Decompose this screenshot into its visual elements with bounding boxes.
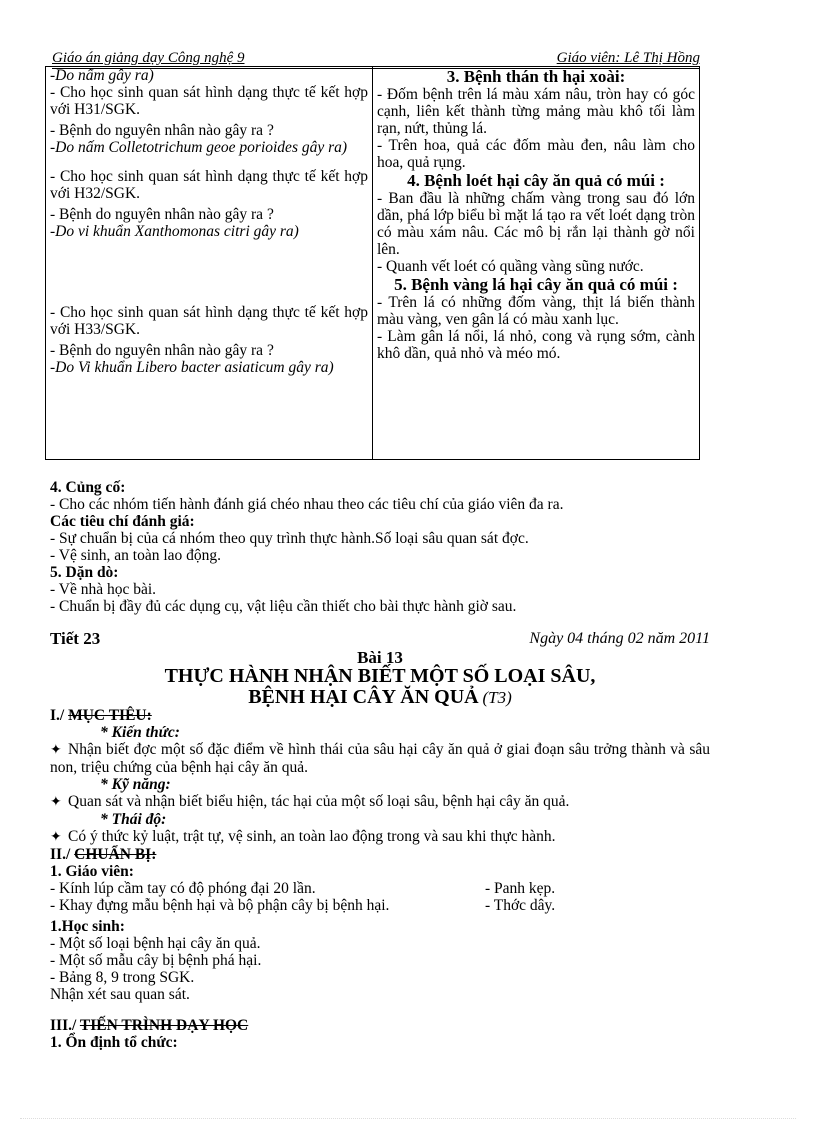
- text-cause-0: -Do nấm gây ra): [50, 67, 154, 84]
- lesson-part: (T3): [482, 688, 512, 707]
- text-skills: Quan sát và nhận biết biểu hiện, tác hại của một số loại sâu, bệnh hại cây ăn quả.: [68, 793, 570, 810]
- heading-student: 1.Học sinh:: [50, 918, 125, 935]
- section-consolidation: [50, 479, 710, 615]
- heading-preparation: CHUẨN BỊ:: [74, 846, 157, 863]
- diamond-bullet-icon: ✦: [50, 830, 62, 845]
- heading-homework: 5. Dặn dò:: [50, 564, 119, 581]
- text-homework-2: - Chuẩn bị đầy đủ các dụng cụ, vật liệu cần thiết cho bài thực hành giờ sau.: [50, 598, 517, 615]
- text-teacher-2r: - Thớc dây.: [485, 897, 556, 914]
- heading-disease-4: 4. Bệnh loét hại cây ăn quả có múi :: [407, 171, 665, 190]
- preparation-number: II./: [50, 846, 75, 863]
- text-answer-3: -Do Vi khuẩn Libero bacter asiaticum gây ra): [50, 359, 334, 376]
- section-objectives: [50, 707, 710, 846]
- text-observe-h32: - Cho học sinh quan sát hình dạng thực tế kết hợp với H32/SGK.: [50, 168, 368, 202]
- objectives-number: I./: [50, 707, 69, 724]
- text-question-3: - Bệnh do nguyên nhân nào gây ra ?: [50, 342, 274, 359]
- text-attitude: Có ý thức kỷ luật, trật tự, vệ sinh, an toàn lao động trong và sau khi thực hành.: [68, 828, 556, 845]
- text-student-4: Nhận xét sau quan sát.: [50, 986, 190, 1003]
- text-disease-5-a: - Trên lá có những đốm vàng, thịt lá biến thành màu vàng, ven gân lá có màu xanh lục.: [377, 294, 695, 328]
- text-disease-3-a: - Đốm bệnh trên lá màu xám nâu, tròn hay có góc cạnh, liên kết thành từng mảng màu khô tối làm rạn, nứt, thủng lá.: [377, 86, 695, 137]
- header-right: Giáo viên: Lê Thị Hồng: [556, 50, 700, 66]
- lesson-period: Tiết 23: [50, 629, 101, 648]
- heading-skills: * Kỹ năng:: [100, 776, 171, 793]
- content-cell: [373, 67, 700, 460]
- text-student-1: - Một số loại bệnh hại cây ăn quả.: [50, 935, 261, 952]
- diamond-bullet-icon: ✦: [50, 795, 62, 810]
- heading-attitude: * Thái độ:: [100, 811, 167, 828]
- section-procedure: [50, 1017, 710, 1051]
- text-disease-3-b: - Trên hoa, quả các đốm màu đen, nâu làm cho hoa, quả rụng.: [377, 137, 695, 171]
- page-bottom-divider: [20, 1118, 796, 1119]
- heading-consolidation: 4. Củng cố:: [50, 479, 126, 496]
- text-question-1: - Bệnh do nguyên nhân nào gây ra ?: [50, 122, 274, 139]
- text-student-3: - Bảng 8, 9 trong SGK.: [50, 969, 195, 986]
- text-consolidation-1: - Cho các nhóm tiến hành đánh giá chéo nhau theo các tiêu chí của giáo viên đa ra.: [50, 496, 564, 513]
- section-preparation: [50, 846, 710, 1003]
- text-observe-h31: - Cho học sinh quan sát hình dạng thực tế kết hợp với H31/SGK.: [50, 84, 368, 118]
- text-teacher-1: - Kính lúp cầm tay có độ phóng đại 20 lần.: [50, 880, 316, 897]
- heading-organization: 1. Ổn định tổ chức:: [50, 1034, 178, 1051]
- text-teacher-2: - Khay đựng mẫu bệnh hại và bộ phận cây bị bệnh hại.: [50, 897, 390, 914]
- heading-disease-3: 3. Bệnh thán th hại xoài:: [446, 67, 626, 86]
- text-disease-5-b: - Làm gân lá nổi, lá nhỏ, cong và rụng sớm, cành khô dần, quả nhỏ và méo mó.: [377, 328, 695, 362]
- procedure-number: III./: [50, 1017, 80, 1034]
- text-answer-1: -Do nấm Colletotrichum geoe porioides gây ra): [50, 139, 348, 156]
- lesson-title-line1: THỰC HÀNH NHẬN BIẾT MỘT SỐ LOẠI SÂU,: [164, 665, 596, 687]
- diamond-bullet-icon: ✦: [50, 743, 62, 758]
- lesson-heading: [50, 630, 710, 708]
- header-left: Giáo án giảng dạy Công nghệ 9: [52, 50, 245, 66]
- heading-knowledge: * Kiến thức:: [100, 724, 180, 741]
- lesson-date: Ngày 04 tháng 02 năm 2011: [529, 630, 710, 647]
- text-student-2: - Một số mẫu cây bị bệnh phá hại.: [50, 952, 262, 969]
- text-criteria-2: - Vệ sinh, an toàn lao động.: [50, 547, 222, 564]
- text-teacher-1r: - Panh kẹp.: [485, 880, 556, 897]
- text-disease-4-a: - Ban đầu là những chấm vàng trong sau đó lớn dần, phá lớp biểu bì mặt lá tạo ra vết loét dạng tròn có màu xám nâu. Các mô bị rắn lại thành gờ nổi lên.: [377, 190, 695, 258]
- heading-disease-5: 5. Bệnh vàng lá hại cây ăn quả có múi :: [394, 275, 678, 294]
- text-observe-h33: - Cho học sinh quan sát hình dạng thực tế kết hợp với H33/SGK.: [50, 304, 368, 338]
- lesson-table: [45, 66, 700, 460]
- text-homework-1: - Về nhà học bài.: [50, 581, 157, 598]
- heading-criteria: Các tiêu chí đánh giá:: [50, 513, 195, 530]
- lesson-number: Bài 13: [357, 648, 403, 667]
- text-criteria-1: - Sự chuẩn bị của cá nhóm theo quy trình thực hành.Số loại sâu quan sát đợc.: [50, 530, 529, 547]
- heading-procedure: TIẾN TRÌNH DẠY HỌC: [79, 1017, 249, 1034]
- lesson-title-line2: BỆNH HẠI CÂY ĂN QUẢ: [248, 686, 479, 708]
- heading-objectives: MỤC TIÊU:: [68, 707, 152, 724]
- heading-teacher: 1. Giáo viên:: [50, 863, 134, 880]
- teacher-activity-cell: [46, 67, 373, 460]
- text-answer-2: -Do vi khuẩn Xanthomonas citri gây ra): [50, 223, 299, 240]
- text-question-2: - Bệnh do nguyên nhân nào gây ra ?: [50, 206, 274, 223]
- text-disease-4-b: - Quanh vết loét có quầng vàng sũng nước.: [377, 258, 644, 275]
- text-knowledge: Nhận biết đợc một số đặc điểm về hình thái của sâu hại cây ăn quả ở giai đoạn sâu trởng thành và sâu non, triệu chứng của bệnh hại cây ăn quả.: [50, 741, 710, 776]
